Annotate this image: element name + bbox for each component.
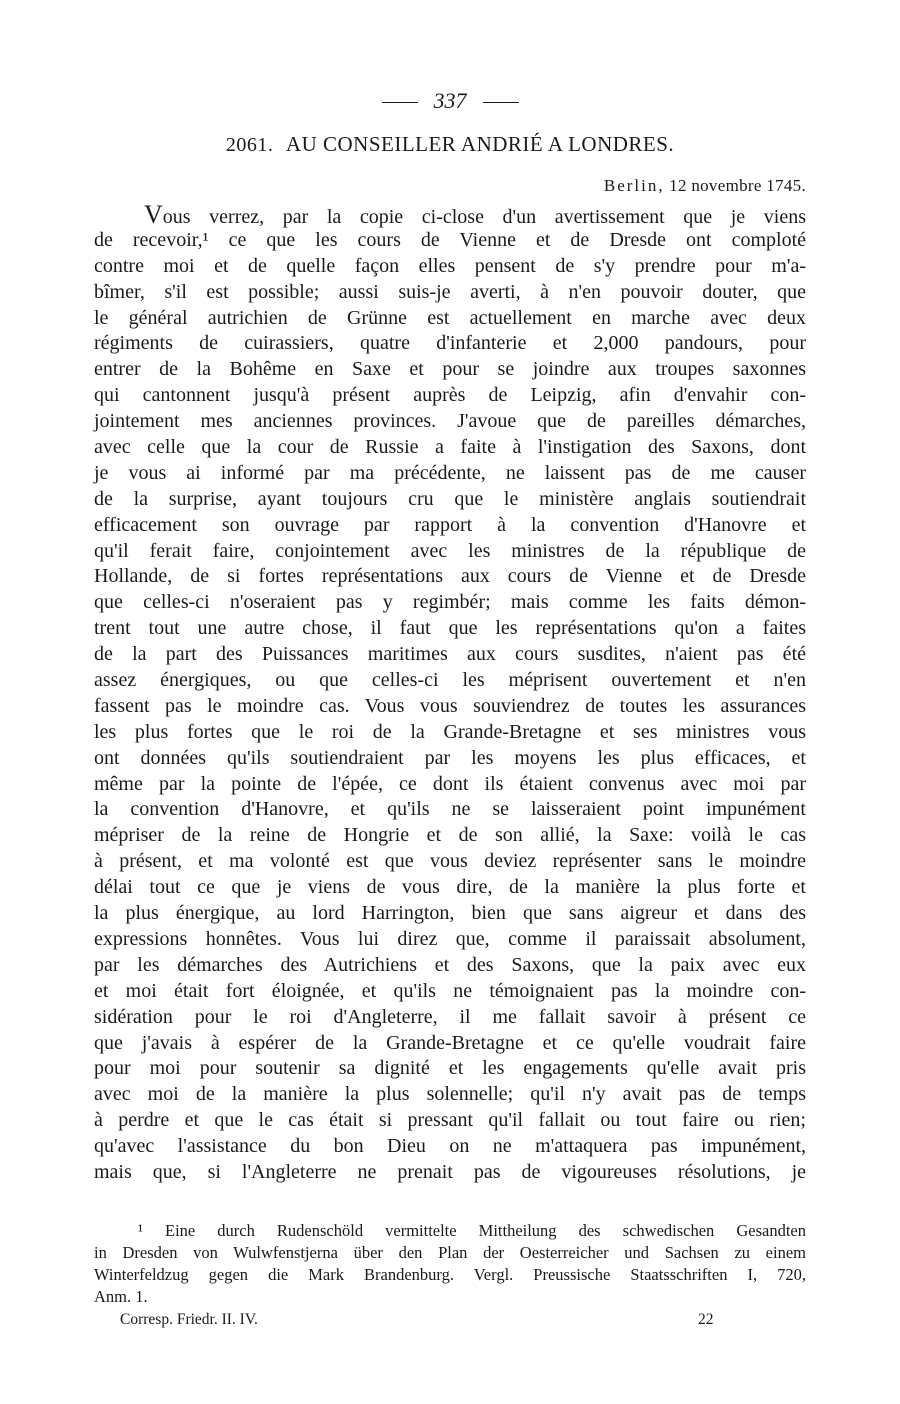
body-line-text: pour moi pour soutenir sa dignité et les engagements qu'elle avait pris: [94, 1057, 806, 1080]
body-line: [94, 254, 806, 280]
body-line-text: ont données qu'ils soutiendraient par les moyens les plus efficaces, et: [94, 746, 806, 769]
body-line: [94, 720, 806, 746]
body-line: [94, 694, 806, 720]
body-line-text: expressions honnêtes. Vous lui direz que, comme il paraissait absolument,: [94, 927, 806, 950]
body-line: [94, 953, 806, 979]
body-line-text: les plus fortes que le roi de la Grande-Bretagne et ses ministres vous: [94, 720, 806, 743]
page-number: [0, 88, 900, 114]
body-line: [94, 1134, 806, 1160]
body-line: [94, 487, 806, 513]
body-line: [94, 357, 806, 383]
body-line-text: régiments de cuirassiers, quatre d'infanterie et 2,000 pandours, pour: [94, 332, 806, 355]
dash-left: [382, 102, 418, 103]
body-line: [94, 1108, 806, 1134]
body-line: [94, 564, 806, 590]
body-line: [94, 202, 806, 228]
footnote-line: in Dresden von Wulwfenstjerna über den Plan der Oesterreicher und Sachsen zu einem: [94, 1243, 806, 1262]
body-line: [94, 979, 806, 1005]
body-line-text: efficacement son ouvrage par rapport à la convention d'Hanovre et: [94, 513, 806, 536]
body-line-text: à perdre et que le cas était si pressant qu'il fallait ou tout faire ou rien;: [94, 1109, 806, 1132]
body-line: [94, 1160, 806, 1186]
body-line: [94, 875, 806, 901]
page-number-text: 337: [433, 88, 467, 113]
body-line: [94, 1082, 806, 1108]
body-line-text: Hollande, de si fortes représentations aux cours de Vienne et de Dresde: [94, 565, 806, 588]
letter-number: 2061.: [225, 134, 274, 156]
body-line-text: avec moi de la manière la plus solennelle; qu'il n'y avait pas de temps: [94, 1083, 806, 1106]
footnote-line: Winterfeldzug gegen die Mark Brandenburg. Vergl. Preussische Staatsschriften I, 720,: [94, 1265, 806, 1284]
body-line: [94, 280, 806, 306]
body-line: [94, 1056, 806, 1082]
body-line: [94, 1005, 806, 1031]
body-line: [94, 383, 806, 409]
body-line: [94, 797, 806, 823]
body-line-text: par les démarches des Autrichiens et des Saxons, que la paix avec eux: [94, 953, 806, 976]
body-line-text: bîmer, s'il est possible; aussi suis-je averti, à n'en pouvoir douter, que: [94, 280, 806, 303]
body-line: [94, 849, 806, 875]
dash-right: [483, 102, 519, 103]
letter-heading: [0, 132, 900, 157]
footnote-line: Anm. 1.: [94, 1287, 148, 1306]
body-line: [94, 616, 806, 642]
body-line: [94, 513, 806, 539]
body-line: [94, 461, 806, 487]
body-line-text: sidération pour le roi d'Angleterre, il me fallait savoir à présent ce: [94, 1005, 806, 1028]
body-line-text: et moi était fort éloignée, et qu'ils ne témoignaient pas la moindre con-: [94, 979, 806, 1002]
body-line: [94, 927, 806, 953]
body-line: [94, 590, 806, 616]
body-line-text: qu'il ferait faire, conjointement avec les ministres de la république de: [94, 539, 806, 562]
body-line-text: qu'avec l'assistance du bon Dieu on ne m'attaquera pas impunément,: [94, 1135, 806, 1158]
dropcap: V: [144, 200, 163, 229]
body-line: [94, 228, 806, 254]
body-line-text: entrer de la Bohême en Saxe et pour se joindre aux troupes saxonnes: [94, 358, 806, 381]
letter-body: [94, 202, 806, 1186]
footer-signature-number: 22: [698, 1311, 714, 1328]
body-line-text: contre moi et de quelle façon elles pensent de s'y prendre pour m'a-: [94, 254, 806, 277]
body-line-text: qui cantonnent jusqu'à présent auprès de Leipzig, afin d'envahir con-: [94, 384, 806, 407]
body-line: [94, 1031, 806, 1057]
body-line-text: mépriser de la reine de Hongrie et de son allié, la Saxe: voilà le cas: [94, 824, 806, 847]
body-line: [94, 642, 806, 668]
body-line-text: je vous ai informé par ma précédente, ne laissent pas de me causer: [94, 461, 806, 484]
body-line-text: le général autrichien de Grünne est actuellement en marche avec deux: [94, 306, 806, 329]
body-line-text: mais que, si l'Angleterre ne prenait pas de vigoureuses résolutions, je: [94, 1160, 806, 1183]
footnote-line: ¹ Eine durch Rudenschöld vermittelte Mittheilung des schwedischen Gesandten: [138, 1221, 806, 1240]
footnote: [94, 1220, 806, 1308]
dateline-place: Berlin,: [603, 176, 665, 195]
body-line-text: délai tout ce que je viens de vous dire, de la manière la plus forte et: [94, 876, 806, 899]
body-line-text: même par la pointe de l'épée, ce dont ils étaient convenus avec moi par: [94, 772, 806, 795]
body-line: [94, 668, 806, 694]
body-line: [94, 823, 806, 849]
body-line-text: jointement mes anciennes provinces. J'avoue que de pareilles démarches,: [94, 410, 806, 433]
body-line-text: de recevoir,¹ ce que les cours de Vienne et de Dresde ont comploté: [94, 228, 806, 251]
body-line: [94, 539, 806, 565]
body-line-text: avec celle que la cour de Russie a faite à l'instigation des Saxons, dont: [94, 436, 806, 459]
body-line: [94, 772, 806, 798]
body-line-text: que celles-ci n'oseraient pas y regimbér; mais comme les faits démon-: [94, 591, 806, 614]
body-line-text: de la surprise, ayant toujours cru que le ministère anglais soutiendrait: [94, 487, 806, 510]
footer-source: Corresp. Friedr. II. IV.: [120, 1311, 258, 1328]
body-line-text: la convention d'Hanovre, et qu'ils ne se laisseraient point impunément: [94, 798, 806, 821]
body-line-text: trent tout une autre chose, il faut que les représentations qu'on a faites: [94, 617, 806, 640]
dateline-date: 12 novembre 1745.: [669, 176, 806, 195]
body-line: [94, 409, 806, 435]
body-line: [94, 901, 806, 927]
body-line: [94, 746, 806, 772]
body-line-text: de la part des Puissances maritimes aux cours susdites, n'aient pas été: [94, 643, 806, 666]
body-line-text: que j'avais à espérer de la Grande-Bretagne et ce qu'elle voudrait faire: [94, 1031, 806, 1054]
letter-title: AU CONSEILLER ANDRIÉ A LONDRES.: [285, 132, 675, 156]
body-line-text: fassent pas le moindre cas. Vous vous souviendrez de toutes les assurances: [94, 694, 806, 717]
body-line: [94, 331, 806, 357]
body-line-text: à présent, et ma volonté est que vous deviez représenter sans le moindre: [94, 850, 806, 873]
body-line: [94, 435, 806, 461]
body-line: [94, 306, 806, 332]
dateline: [604, 176, 806, 196]
body-line-text: assez énergiques, ou que celles-ci les méprisent ouvertement et n'en: [94, 669, 806, 692]
body-line-text: ous verrez, par la copie ci-close d'un avertissement que je viens: [162, 206, 806, 228]
body-line-text: la plus énergique, au lord Harrington, bien que sans aigreur et dans des: [94, 902, 806, 925]
